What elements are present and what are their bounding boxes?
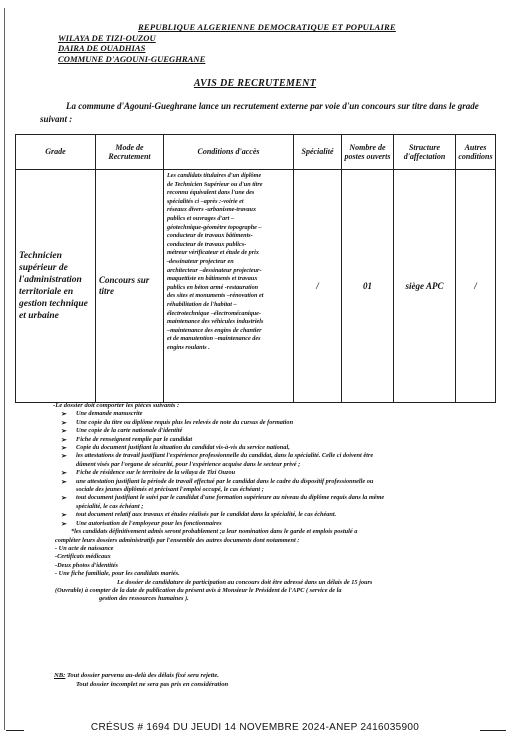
extra-doc: - Une fiche familiale, pour les candidats mariés. xyxy=(55,570,180,578)
header-specialite: Spécialité xyxy=(294,135,342,170)
condition-line: Les candidats titulaires d'un diplôme xyxy=(167,172,262,179)
admitted-note: *les candidats définitivement admis seront probablement ;a leur nomination dans le garde et emplois postulé a xyxy=(71,528,358,536)
condition-line: conducteur de travaux bâtiments- xyxy=(167,232,253,240)
arrow-bullet-icon: ➢ xyxy=(61,469,67,478)
extra-doc: -Deux photos d'identités xyxy=(55,561,118,569)
condition-line: -dessinateur projecteur en xyxy=(167,257,234,265)
condition-line: géotechnique-géomètre topographe – xyxy=(167,223,262,231)
list-item: ➢ Fiche de renseignent remplie par le candidat xyxy=(61,435,193,444)
nb-line: Tout dossier incomplet ne sera pas pris en considération xyxy=(76,681,229,688)
header-mode: Mode de Recrutement xyxy=(96,135,164,170)
condition-line: métreur vérificateur et étude de prix xyxy=(167,249,259,257)
table-row xyxy=(16,170,496,403)
condition-line: des sites et monuments –rénovation et xyxy=(167,292,264,300)
wilaya-line: WILAYA DE TIZI-OUZOU xyxy=(58,32,156,43)
cell-autres: / xyxy=(456,170,496,403)
deposit-line: gestion des ressources humaines ). xyxy=(99,595,189,603)
recruitment-table xyxy=(15,134,496,403)
list-item: ➢ les attestations de travail justifiant l'expérience professionnelle du candidat, dans la spécialité. Celle ci doivent être xyxy=(61,452,374,461)
arrow-bullet-icon: ➢ xyxy=(61,427,67,436)
list-item-continuation: spécialité, le cas échéant ; xyxy=(76,502,144,510)
republic-line: REPUBLIQUE ALGERIENNE DEMOCRATIQUE ET POPULAIRE xyxy=(138,22,396,32)
header-block xyxy=(58,22,396,64)
list-item: ➢ Copie du document justifiant la situation du candidat vis-à-vis du service national, xyxy=(61,444,290,453)
condition-line: électrotechnique –électromécanique- xyxy=(167,309,261,317)
deposit-line: (Ouvrable) à compter de la date de publication du présent avis à Monsieur le Président de l'APC ( service de la xyxy=(55,586,342,594)
header-autres: Autres conditions xyxy=(456,135,496,170)
cell-postes: 01 xyxy=(342,170,394,403)
arrow-bullet-icon: ➢ xyxy=(61,494,67,503)
cell-structure: siège APC xyxy=(394,170,456,403)
extra-doc: -Certificats médicaux xyxy=(55,553,111,561)
condition-line: réhabilitation de l'habitat – xyxy=(167,300,237,308)
condition-line: publics et ouvrages d'art – xyxy=(167,214,235,222)
arrow-bullet-icon: ➢ xyxy=(61,418,67,427)
header-structure: Structure d'affectation xyxy=(394,135,456,170)
extra-doc: - Un acte de naissance xyxy=(55,544,114,552)
list-item: ➢ tout document relatif aux travaux et études réalisés par le candidat dans la spécialité, le cas échéant. xyxy=(61,511,337,520)
header-grade: Grade xyxy=(16,135,96,170)
dossier-section xyxy=(55,402,495,604)
condition-line: architecteur –dessinateur projecteur- xyxy=(167,266,262,274)
nb-section xyxy=(54,671,228,689)
arrow-bullet-icon: ➢ xyxy=(61,511,67,520)
footer-reference: CRÉSUS # 1694 DU JEUDI 14 NOVEMBRE 2024-ANEP 2416035900 xyxy=(90,722,420,733)
condition-line: –maintenance des engins de chantier xyxy=(167,326,262,334)
header-postes: Nombre de postes ouverts xyxy=(342,135,394,170)
list-item: ➢ tout document justifiant le suivi par le candidat d'une formation supérieure au niveau du diplôme requis dans la même xyxy=(61,494,385,503)
footer-rule-right xyxy=(480,730,506,731)
table-header-row xyxy=(16,135,496,170)
page-edge xyxy=(4,8,5,730)
list-item-continuation: dûment visés par l'organe de sécurité, pour l'expérience acquise dans le secteur privé ; xyxy=(76,460,301,468)
condition-line: réseaux divers -urbanisme-travaux xyxy=(167,206,257,214)
list-item: ➢ Une copie du titre ou diplôme requis plus les relevés de note du cursus de formation xyxy=(61,418,294,427)
cell-mode: Concours sur titre xyxy=(96,170,164,403)
intro-paragraph: La commune d'Agouni-Gueghrane lance un recrutement externe par voie d'un concours sur titre dans le grade suivant : xyxy=(40,101,479,124)
arrow-bullet-icon: ➢ xyxy=(61,452,67,461)
condition-line: de Technicien Supérieur ou d'un titre xyxy=(167,180,263,188)
dossier-lead: -Le dossier doit comporter les pièces suivants : xyxy=(53,402,180,409)
arrow-bullet-icon: ➢ xyxy=(61,477,67,486)
condition-line: publics en béton armé -restauration xyxy=(167,283,259,291)
list-item-continuation: sociale des jeunes diplômés et précisant l'emploi occupé, le cas échéant ; xyxy=(76,486,264,494)
list-item: ➢ Une autorisation de l'employeur pour les fonctionnaires xyxy=(61,519,222,528)
arrow-bullet-icon: ➢ xyxy=(61,444,67,453)
commune-line: COMMUNE D'AGOUNI-GUEGHRANE xyxy=(58,53,206,64)
nb-line: Tout dossier parvenu au-delà des délais fixé sera rejette. xyxy=(65,672,219,679)
arrow-bullet-icon: ➢ xyxy=(61,410,67,419)
list-item: ➢ Une demande manuscrite xyxy=(61,410,143,419)
condition-line: maquettiste en bâtiments et travaux xyxy=(167,275,258,283)
admitted-note-cont: compléter leurs dossiers administratifs par l'ensemble des autres documents dont notamment : xyxy=(55,536,300,544)
list-item: ➢ Une copie de la carte nationale d'identité xyxy=(61,427,183,436)
condition-line: engins roulants . xyxy=(167,343,210,351)
condition-line: spécialités ci –après :-voirie et xyxy=(167,197,244,205)
condition-line: et de manutention –maintenance des xyxy=(167,335,261,343)
notice-title: AVIS DE RECRUTEMENT xyxy=(193,78,317,89)
list-item: ➢ une attestation justifiant la période de travail effectué par le candidat dans le cadre du dispositif professionnelle ou xyxy=(61,477,374,486)
condition-line: conducteur de travaux publics- xyxy=(167,240,247,248)
condition-line: reconnu équivalent dans l'une des xyxy=(167,189,255,197)
arrow-bullet-icon: ➢ xyxy=(61,435,67,444)
condition-line: maintenance des véhicules industriels xyxy=(167,318,264,326)
list-item: ➢ Fiche de résidence sur le territoire de la wilaya de Tizi Ouzou xyxy=(61,469,236,478)
cell-conditions xyxy=(164,170,294,403)
cell-grade: Technicien supérieur de l'administration territoriale en gestion technique et urbaine xyxy=(16,170,96,403)
cell-specialite: / xyxy=(294,170,342,403)
deposit-line: Le dossier de candidature de participation au concours doit être adressé dans un délais de 15 jours xyxy=(117,578,373,586)
arrow-bullet-icon: ➢ xyxy=(61,519,67,528)
daira-line: DAIRA DE OUADHIAS xyxy=(58,43,146,54)
header-conditions: Conditions d'accès xyxy=(164,135,294,170)
nb-label: NB: xyxy=(54,672,66,679)
